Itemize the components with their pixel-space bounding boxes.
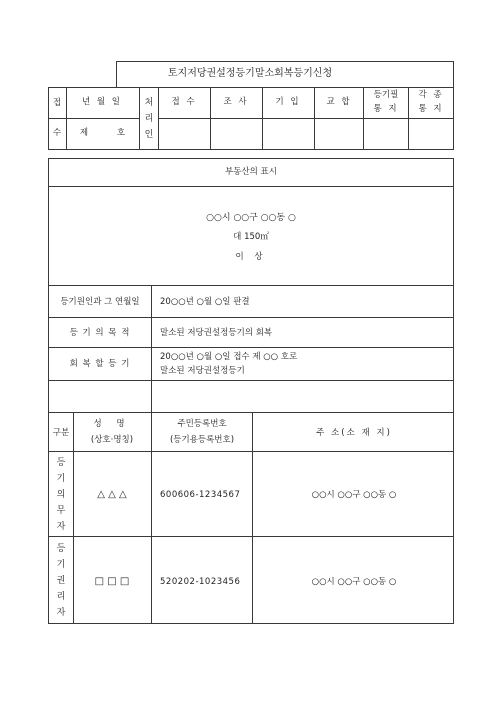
row-restore-label: 회 복 할 등 기 [69,359,131,369]
party-obligor-address: ○○시 ○○구 ○○동 ○ [311,490,397,500]
header-cheoriin: 처리인 [144,98,154,140]
title-box-left [116,61,117,88]
header-je: 제 [79,128,89,138]
row-restore-value-1: 20○○년 ○월 ○일 접수 제 ○○ 호로 [160,352,298,362]
party-rightholder-id: 520202-1023456 [160,577,241,587]
header-col-gyohap: 교 합 [326,97,352,107]
header-jeop: 접 [52,98,62,108]
party-obligor-name: △ △ △ [97,489,127,500]
property-address: ○○시 ○○구 ○○동 ○ [206,213,296,223]
row-cause-value: 20○○년 ○월 ○일 판결 [160,297,250,307]
party-header-name-2: (상호·명칭) [90,435,134,445]
header-col-jeopsu: 접 수 [171,97,197,107]
document-title: 토지저당권설정등기말소회복등기신청 [167,68,333,79]
header-gakjong-2: 통 지 [418,104,444,114]
title-box-right [453,61,454,88]
party-obligor-role: 등기의무자 [56,458,66,532]
header-ho: 호 [116,128,126,138]
row-restore-value-2: 말소된 저당권설정등기 [160,366,245,376]
header-col-giip: 기 입 [275,97,301,107]
property-section-title: 부동산의 표시 [225,167,277,177]
header-gakjong-1: 각 종 [418,90,444,100]
party-header-id-1: 주민등록번호 [177,419,227,429]
header-date-label: 년 월 일 [81,97,123,107]
party-header-id-2: (등기용등록번호) [169,435,235,445]
title-box-top [116,61,453,62]
party-obligor-id: 600606-1234567 [160,490,241,500]
header-su: 수 [52,128,62,138]
party-header-gubun: 구분 [52,428,70,438]
header-deunggipil-1: 등기필 [373,90,399,100]
party-rightholder-name: □ □ □ [94,576,130,587]
party-rightholder-role: 등기권리자 [56,544,66,618]
header-col-josa: 조 사 [223,97,249,107]
row-purpose-value: 말소된 저당권설정등기의 회복 [160,328,273,338]
party-rightholder-address: ○○시 ○○구 ○○동 ○ [311,577,397,587]
party-header-name-1: 성 명 [93,419,131,429]
property-land: 대 150㎡ [233,232,269,242]
row-cause-label: 등기원인과 그 연월일 [60,297,140,307]
property-isang: 이 상 [235,252,267,262]
party-header-address: 주 소(소 재 지) [316,428,392,438]
row-purpose-label: 등 기 의 목 적 [69,328,131,338]
header-deunggipil-2: 통 지 [373,104,399,114]
